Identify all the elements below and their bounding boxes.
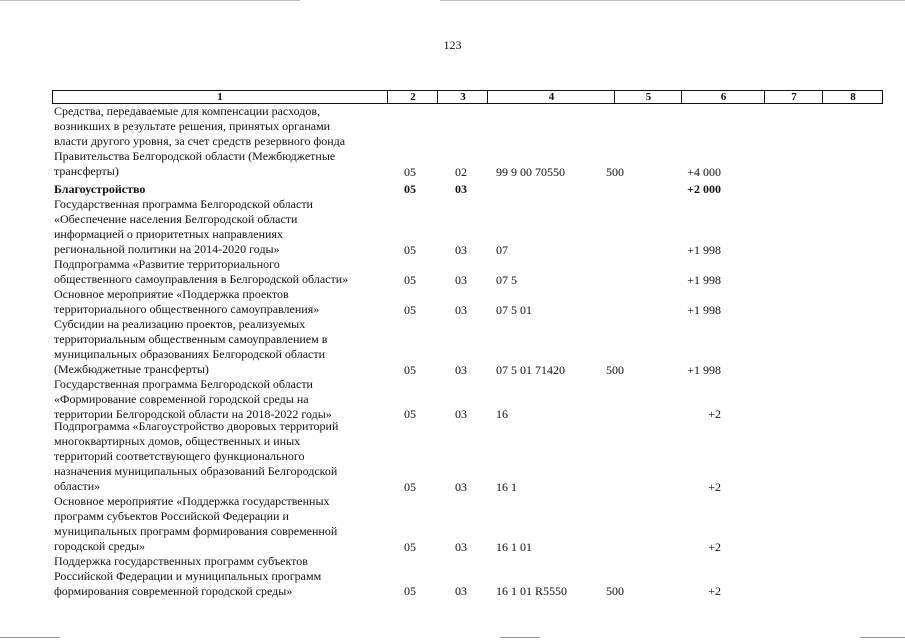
header-col-5: 5 (614, 91, 682, 103)
row-description: Подпрограмма «Развитие территориального общественного самоуправления в Белгородской области» (54, 257, 349, 286)
row-description: Субсидии на реализацию проектов, реализуемых территориальным общественным самоуправлением в муниципальных образованиях Белгородской области (Межбюджетные трансферты) (54, 317, 328, 376)
table-row (0, 287, 905, 317)
table-row (0, 419, 905, 494)
row-rz: 05 (404, 243, 416, 257)
row-vr: 500 (606, 363, 624, 377)
row-cs: 07 5 (496, 273, 517, 287)
row-description: Подпрограмма «Благоустройство дворовых территорий многоквартирных домов, общественных и иных территорий соответствующего функционального назначения муниципальных образований Белгородской области» (54, 419, 339, 493)
row-description: Основное мероприятие «Поддержка государственных программ субъектов Российской Федерации и муниципальных программ формирования современной городской среды» (54, 494, 338, 553)
row-sum: +2 000 (687, 182, 721, 196)
table-row (0, 257, 905, 287)
row-sum: +2 (708, 480, 721, 494)
row-description: Основное мероприятие «Поддержка проектов территориального общественного самоуправления» (54, 287, 320, 316)
row-pr: 03 (455, 407, 467, 421)
table-row (0, 494, 905, 554)
row-pr: 03 (455, 540, 467, 554)
row-vr: 500 (606, 165, 624, 179)
row-pr: 02 (455, 165, 467, 179)
header-col-4: 4 (487, 91, 615, 103)
table-row (0, 197, 905, 257)
row-pr: 03 (455, 182, 467, 196)
row-vr: 500 (606, 584, 624, 598)
scan-edge-bottom-right (860, 637, 905, 638)
row-sum: +2 (708, 540, 721, 554)
row-pr: 03 (455, 303, 467, 317)
scan-edge-bottom-left (0, 637, 60, 638)
table-row (0, 377, 905, 422)
page-number: 123 (443, 38, 462, 52)
header-col-7: 7 (764, 91, 823, 103)
row-description: Государственная программа Белгородской области «Формирование современной городской среды на территории Белгородской области на 2018-2022 годы» (54, 377, 332, 421)
row-rz: 05 (404, 540, 416, 554)
row-sum: +1 998 (687, 243, 721, 257)
row-rz: 05 (404, 165, 416, 179)
table-row (0, 554, 905, 599)
row-description: Благоустройство (54, 182, 146, 196)
row-cs: 16 (496, 407, 508, 421)
row-rz: 05 (404, 363, 416, 377)
row-cs: 07 (496, 243, 508, 257)
table-header-row (52, 90, 883, 104)
row-sum: +2 (708, 407, 721, 421)
row-cs: 07 5 01 (496, 303, 532, 317)
row-pr: 03 (455, 243, 467, 257)
row-rz: 05 (404, 480, 416, 494)
table-row (0, 317, 905, 377)
row-sum: +2 (708, 584, 721, 598)
row-sum: +4 000 (687, 165, 721, 179)
header-col-3: 3 (437, 91, 488, 103)
row-rz: 05 (404, 584, 416, 598)
row-rz: 05 (404, 303, 416, 317)
header-col-1: 1 (217, 91, 223, 103)
row-sum: +1 998 (687, 273, 721, 287)
table-row (0, 104, 905, 180)
row-pr: 03 (455, 584, 467, 598)
row-cs: 16 1 (496, 480, 517, 494)
row-cs: 07 5 01 71420 (496, 363, 565, 377)
row-sum: +1 998 (687, 363, 721, 377)
scan-edge-top-right (440, 0, 905, 1)
header-col-6: 6 (681, 91, 765, 103)
header-col-2: 2 (387, 91, 438, 103)
row-cs: 16 1 01 (496, 540, 532, 554)
row-pr: 03 (455, 480, 467, 494)
row-rz: 05 (404, 407, 416, 421)
header-col-8: 8 (822, 91, 883, 103)
row-description: Поддержка государственных программ субъектов Российской Федерации и муниципальных программ формирования современной городской среды» (54, 554, 322, 598)
scan-edge-top-left (0, 0, 300, 1)
row-pr: 03 (455, 363, 467, 377)
row-rz: 05 (404, 182, 416, 196)
row-description: Государственная программа Белгородской области «Обеспечение населения Белгородской области информацией о приоритетных направлениях региональной политики на 2014-2020 годы» (54, 197, 313, 256)
scan-edge-bottom-mid (500, 637, 540, 638)
row-rz: 05 (404, 273, 416, 287)
row-sum: +1 998 (687, 303, 721, 317)
row-cs: 16 1 01 R5550 (496, 584, 568, 598)
row-description: Средства, передаваемые для компенсации расходов, возникших в результате решения, принятых органами власти другого уровня, за счет средств резервного фонда Правительства Белгородской области (Межбюджетные трансферты) (54, 104, 346, 178)
row-pr: 03 (455, 273, 467, 287)
row-cs: 99 9 00 70550 (496, 165, 565, 179)
table-row (0, 182, 905, 198)
